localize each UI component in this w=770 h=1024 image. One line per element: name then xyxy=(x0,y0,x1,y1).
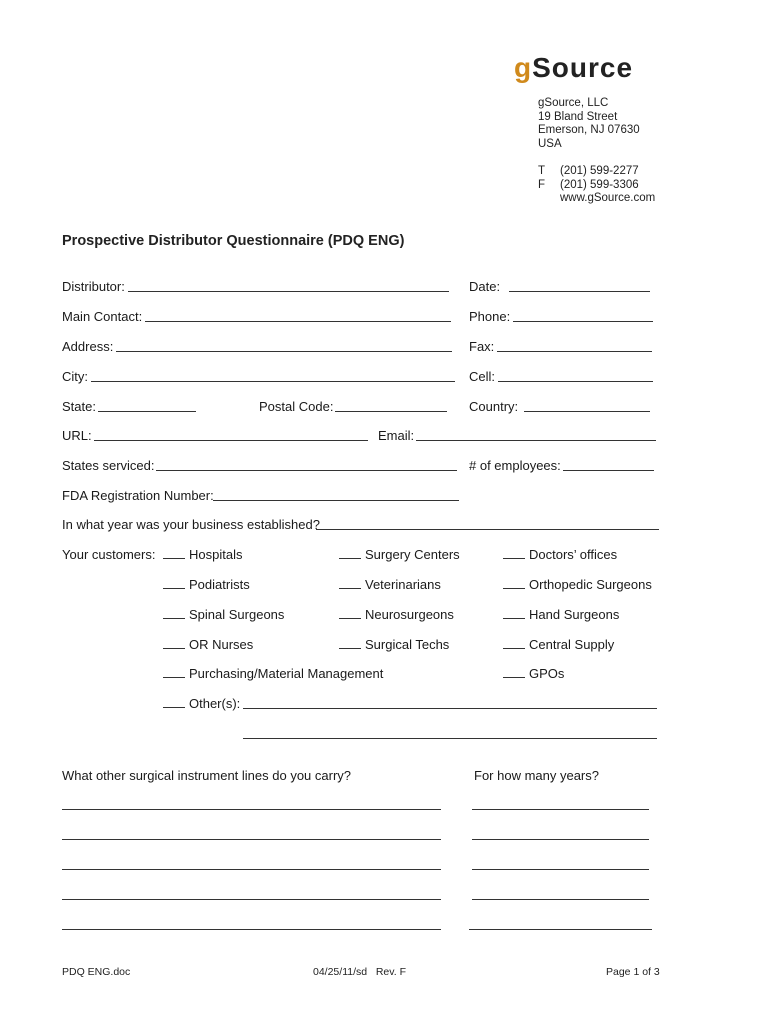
phone-field[interactable] xyxy=(513,321,653,322)
checkbox-blank[interactable] xyxy=(163,696,185,708)
years-field[interactable] xyxy=(472,809,649,810)
customer-option-neurosurgeons[interactable]: Neurosurgeons xyxy=(339,607,454,622)
customer-option-surgery-centers[interactable]: Surgery Centers xyxy=(339,547,460,562)
company-logo: gSource xyxy=(514,52,634,83)
fax-label: Fax: xyxy=(469,339,495,354)
address-field[interactable] xyxy=(116,351,452,352)
main-contact-field[interactable] xyxy=(145,321,451,322)
customer-option-veterinarians[interactable]: Veterinarians xyxy=(339,577,441,592)
address-label: Address: xyxy=(62,339,114,354)
customer-option-orthopedic-surgeons[interactable]: Orthopedic Surgeons xyxy=(503,577,652,592)
year-established-label: In what year was your business established? xyxy=(62,517,320,532)
fda-label: FDA Registration Number: xyxy=(62,488,214,503)
email-label: Email: xyxy=(378,428,415,443)
customer-option-podiatrists[interactable]: Podiatrists xyxy=(163,577,250,592)
instrument-line-field[interactable] xyxy=(62,839,441,840)
employees-field[interactable] xyxy=(563,470,654,471)
checkbox-blank[interactable] xyxy=(503,666,525,678)
postal-code-field[interactable] xyxy=(335,411,447,412)
customer-option-others[interactable]: Other(s): xyxy=(163,696,240,711)
city-label: City: xyxy=(62,369,88,384)
country-field[interactable] xyxy=(524,411,650,412)
company-phone: (201) 599-2277 xyxy=(560,165,639,177)
customer-option-hand-surgeons[interactable]: Hand Surgeons xyxy=(503,607,619,622)
customer-option-spinal-surgeons[interactable]: Spinal Surgeons xyxy=(163,607,284,622)
checkbox-blank[interactable] xyxy=(339,637,361,649)
date-label: Date: xyxy=(469,279,501,294)
fda-field[interactable] xyxy=(213,500,459,501)
years-field[interactable] xyxy=(472,899,649,900)
customer-option-gpos[interactable]: GPOs xyxy=(503,666,564,681)
years-field[interactable] xyxy=(469,929,652,930)
checkbox-blank[interactable] xyxy=(503,637,525,649)
company-website: www.gSource.com xyxy=(560,192,656,204)
checkbox-blank[interactable] xyxy=(503,607,525,619)
cell-label: Cell: xyxy=(469,369,496,384)
checkbox-blank[interactable] xyxy=(163,637,185,649)
instrument-line-field[interactable] xyxy=(62,809,441,810)
other-lines-question: What other surgical instrument lines do you carry? xyxy=(62,768,352,783)
url-field[interactable] xyxy=(94,440,368,441)
customer-option-purchasing[interactable]: Purchasing/Material Management xyxy=(163,666,383,681)
footer-filename: PDQ ENG.doc xyxy=(62,966,131,978)
others-field[interactable] xyxy=(243,708,657,709)
customer-option-central-supply[interactable]: Central Supply xyxy=(503,637,614,652)
address-line: Emerson, NJ 07630 xyxy=(538,124,640,136)
states-serviced-field[interactable] xyxy=(156,470,457,471)
footer-page-number: Page 1 of 3 xyxy=(606,966,660,978)
state-field[interactable] xyxy=(98,411,196,412)
years-field[interactable] xyxy=(472,839,649,840)
email-field[interactable] xyxy=(416,440,656,441)
customer-option-surgical-techs[interactable]: Surgical Techs xyxy=(339,637,449,652)
postal-code-label: Postal Code: xyxy=(259,399,334,414)
distributor-field[interactable] xyxy=(128,291,449,292)
phone-label: Phone: xyxy=(469,309,511,324)
instrument-line-field[interactable] xyxy=(62,899,441,900)
states-serviced-label: States serviced: xyxy=(62,458,155,473)
checkbox-blank[interactable] xyxy=(339,577,361,589)
address-line: gSource, LLC xyxy=(538,97,609,109)
footer-revision: 04/25/11/sd Rev. F xyxy=(313,966,406,978)
checkbox-blank[interactable] xyxy=(339,547,361,559)
address-line: 19 Bland Street xyxy=(538,110,618,123)
customer-option-doctors-offices[interactable]: Doctors’ offices xyxy=(503,547,617,562)
checkbox-blank[interactable] xyxy=(503,547,525,559)
customer-option-or-nurses[interactable]: OR Nurses xyxy=(163,637,253,652)
year-established-field[interactable] xyxy=(316,529,659,530)
country-label: Country: xyxy=(469,399,519,414)
years-field[interactable] xyxy=(472,869,649,870)
company-contact xyxy=(538,165,655,206)
others-field-line-2[interactable] xyxy=(243,738,657,739)
city-field[interactable] xyxy=(91,381,455,382)
checkbox-blank[interactable] xyxy=(503,577,525,589)
how-many-years-question: For how many years? xyxy=(474,768,599,783)
company-address xyxy=(538,97,640,151)
main-contact-label: Main Contact: xyxy=(62,309,143,324)
checkbox-blank[interactable] xyxy=(163,666,185,678)
fax-field[interactable] xyxy=(497,351,652,352)
employees-label: # of employees: xyxy=(469,458,561,473)
instrument-line-field[interactable] xyxy=(62,929,441,930)
date-field[interactable] xyxy=(509,291,650,292)
company-fax: (201) 599-3306 xyxy=(560,178,639,191)
customer-option-hospitals[interactable]: Hospitals xyxy=(163,547,242,562)
fax-key: F xyxy=(538,178,546,191)
cell-field[interactable] xyxy=(498,381,653,382)
checkbox-blank[interactable] xyxy=(163,547,185,559)
instrument-line-field[interactable] xyxy=(62,869,441,870)
distributor-label: Distributor: xyxy=(62,279,125,294)
page-title: Prospective Distributor Questionnaire (PDQ ENG) xyxy=(62,233,405,249)
checkbox-blank[interactable] xyxy=(163,607,185,619)
phone-key: T xyxy=(538,165,546,177)
address-line: USA xyxy=(538,137,562,150)
state-label: State: xyxy=(62,399,96,414)
customers-label: Your customers: xyxy=(62,547,156,562)
url-label: URL: xyxy=(62,428,92,443)
checkbox-blank[interactable] xyxy=(163,577,185,589)
checkbox-blank[interactable] xyxy=(339,607,361,619)
